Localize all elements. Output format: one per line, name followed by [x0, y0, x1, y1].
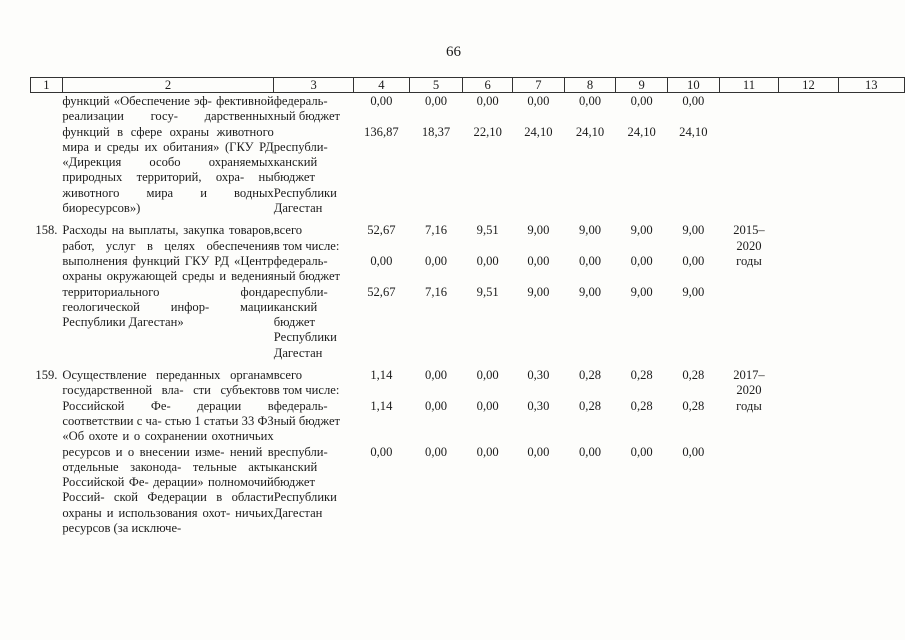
empty-cell: [838, 93, 904, 217]
rep-value: 9,00: [630, 284, 653, 299]
header-cell: 6: [463, 78, 513, 93]
rep-value: 0,00: [682, 444, 705, 459]
rep-value: 0,00: [425, 444, 448, 459]
row-number: [31, 93, 63, 217]
source-line: Республики: [273, 330, 337, 345]
total-value: 9,00: [630, 223, 653, 238]
value-gap: [409, 414, 463, 429]
value-gap: [564, 414, 616, 429]
total-value: 7,16: [425, 223, 448, 238]
rep-value: 9,00: [527, 284, 550, 299]
fed-value: 0,28: [682, 398, 705, 413]
source-line: республи-: [273, 139, 328, 154]
fed-value: 0,00: [476, 398, 499, 413]
table-row: [31, 93, 905, 217]
empty-cell: [779, 216, 838, 361]
rep-value: 7,16: [425, 284, 448, 299]
fed-value: 0,28: [630, 398, 653, 413]
funding-source: [274, 361, 354, 536]
total-value: 9,00: [527, 223, 550, 238]
description-line: и о сохранении охотничьих: [122, 429, 274, 444]
value-gap: [668, 269, 720, 284]
total-value: 1,14: [370, 368, 393, 383]
rep-value: 24,10: [679, 124, 708, 139]
fed-value: 0,00: [476, 253, 499, 268]
source-line: республи-: [273, 444, 328, 459]
description-line: охраны окружающей среды и: [62, 269, 227, 284]
value-gap: [616, 414, 668, 429]
table-row: [31, 216, 905, 361]
value-gap: [409, 269, 463, 284]
rep-value: 0,00: [527, 444, 550, 459]
value-gap: [409, 239, 463, 254]
row-number-text: 158.: [35, 223, 58, 238]
source-line: всего: [273, 368, 303, 383]
total-value: 0,00: [425, 368, 448, 383]
header-cell: 10: [668, 78, 720, 93]
value-gap: [668, 383, 720, 398]
total-value: 9,00: [682, 223, 705, 238]
source-line: бюджет: [273, 170, 315, 185]
value-gap: [463, 269, 513, 284]
header-cell: 4: [354, 78, 410, 93]
value-gap: [409, 383, 463, 398]
source-line: бюджет: [273, 475, 315, 490]
value-cell: [616, 216, 668, 361]
fed-value: 0,00: [370, 94, 393, 108]
source-gap: [274, 125, 354, 140]
description-line: ской Федерации в области: [113, 490, 274, 505]
value-cell: [513, 361, 565, 536]
period-line: годы: [736, 398, 762, 413]
description-line: ресурсов и о внесении изме-: [62, 444, 225, 459]
header-cell: 2: [62, 78, 273, 93]
period-line: 2015–: [733, 223, 765, 238]
value-gap: [513, 109, 565, 124]
source-line: республи-: [273, 284, 328, 299]
value-gap: [616, 109, 668, 124]
source-line: Республики: [273, 490, 337, 505]
description-line: стью 1 статьи 33 ФЗ «Об охоте: [62, 413, 274, 444]
empty-cell: [779, 361, 838, 536]
value-gap: [668, 429, 720, 444]
fed-value: 0,00: [630, 94, 653, 108]
value-cell: [409, 93, 463, 217]
value-cell: [409, 216, 463, 361]
description-line: охраны и использования охот-: [62, 505, 231, 520]
description-line: среды их обитания» (ГКУ РД: [106, 139, 274, 154]
source-line: канский: [273, 459, 318, 474]
value-gap: [616, 269, 668, 284]
rep-value: 0,00: [630, 444, 653, 459]
page-number: 66: [446, 44, 461, 60]
source-line: ный бюджет: [273, 109, 341, 124]
table-row: [31, 361, 905, 536]
value-gap: [668, 239, 720, 254]
total-value: 0,30: [527, 368, 550, 383]
value-gap: [564, 239, 616, 254]
fed-value: 0,28: [579, 398, 602, 413]
value-cell: [354, 216, 410, 361]
value-gap: [463, 239, 513, 254]
rep-value: 9,00: [682, 284, 705, 299]
value-cell: [354, 93, 410, 217]
value-gap: [564, 429, 616, 444]
header-cell: 9: [616, 78, 668, 93]
value-cell: [668, 216, 720, 361]
source-line: в том числе:: [273, 238, 340, 253]
value-cell: [409, 361, 463, 536]
value-gap: [354, 383, 410, 398]
period-line: 2020: [736, 238, 762, 253]
source-line: ный бюджет: [273, 269, 341, 284]
source-line: Дагестан: [273, 345, 323, 360]
value-cell: [354, 361, 410, 536]
value-gap: [354, 269, 410, 284]
value-gap: [564, 109, 616, 124]
value-gap: [513, 414, 565, 429]
header-cell: 13: [838, 78, 904, 93]
period-line: 2020: [736, 383, 762, 398]
funding-source: [274, 93, 354, 217]
rep-value: 24,10: [524, 124, 553, 139]
row-description: [62, 216, 273, 361]
source-line: канский: [273, 155, 318, 170]
source-line: в том числе:: [273, 383, 340, 398]
empty-cell: [779, 93, 838, 217]
value-cell: [616, 93, 668, 217]
period-cell: [719, 216, 779, 361]
rep-value: 136,87: [364, 124, 399, 139]
header-cell: 3: [274, 78, 354, 93]
period-cell: [719, 361, 779, 536]
value-gap: [354, 109, 410, 124]
value-gap: [354, 239, 410, 254]
value-cell: [463, 216, 513, 361]
description-line: охраны животного мира и: [62, 124, 274, 154]
row-description: [62, 93, 273, 217]
value-gap: [354, 414, 410, 429]
rep-value: 0,00: [476, 444, 499, 459]
value-gap: [513, 269, 565, 284]
empty-cell: [838, 361, 904, 536]
row-description: [62, 361, 273, 536]
rep-value: 9,51: [476, 284, 499, 299]
empty-cell: [838, 216, 904, 361]
value-cell: [616, 361, 668, 536]
header-cell: 12: [779, 78, 838, 93]
description-line: биоресурсов»): [62, 201, 141, 216]
row-number: [31, 216, 63, 361]
description-line: природных территорий, охра-: [62, 170, 245, 185]
value-gap: [513, 429, 565, 444]
fed-value: 0,00: [527, 253, 550, 268]
rep-value: 24,10: [575, 124, 605, 139]
value-gap: [616, 239, 668, 254]
fed-value: 0,00: [682, 253, 705, 268]
value-gap: [513, 239, 565, 254]
row-number-text: 159.: [35, 368, 58, 383]
period-line: годы: [736, 253, 762, 268]
fed-value: 0,00: [425, 253, 448, 268]
header-cell: 11: [719, 78, 779, 93]
value-gap: [354, 429, 410, 444]
total-value: 0,28: [630, 368, 653, 383]
fed-value: 0,30: [527, 398, 550, 413]
fed-value: 0,00: [527, 94, 550, 108]
fed-value: 1,14: [370, 398, 393, 413]
total-value: 52,67: [367, 223, 396, 238]
description-line: фонда геологической инфор-: [62, 284, 274, 314]
value-gap: [668, 109, 720, 124]
total-value: 9,00: [579, 223, 602, 238]
source-line: бюджет: [273, 315, 315, 330]
fed-value: 0,00: [630, 253, 653, 268]
source-line: Республики: [273, 185, 337, 200]
source-line: Дагестан: [273, 201, 323, 216]
description-line: мации Республики Дагестан»: [62, 299, 274, 330]
value-gap: [463, 109, 513, 124]
description-line: Расходы на выплаты, закупка: [62, 223, 225, 238]
fed-value: 0,00: [682, 94, 705, 108]
value-gap: [668, 414, 720, 429]
description-line: дерации в соответствии с ча-: [62, 398, 274, 428]
source-line: ный бюджет: [273, 413, 341, 428]
value-gap: [616, 429, 668, 444]
source-line: федераль-: [273, 94, 328, 108]
value-gap: [409, 429, 463, 444]
rep-value: 0,00: [579, 444, 602, 459]
source-line: федераль-: [273, 253, 328, 268]
fed-value: 0,00: [476, 94, 499, 108]
value-gap: [564, 383, 616, 398]
period-line: 2017–: [733, 368, 765, 383]
fed-value: 0,00: [370, 253, 393, 268]
fed-value: 0,00: [579, 94, 602, 108]
description-line: ничьих ресурсов (за исключе-: [62, 505, 274, 536]
source-line: Дагестан: [273, 505, 323, 520]
source-gap: [274, 429, 354, 444]
rep-value: 52,67: [367, 284, 396, 299]
source-line: канский: [273, 299, 318, 314]
value-cell: [463, 93, 513, 217]
value-cell: [564, 93, 616, 217]
total-value: 0,00: [476, 368, 499, 383]
value-cell: [564, 216, 616, 361]
budget-table: [30, 77, 905, 536]
value-gap: [616, 383, 668, 398]
header-cell: 1: [31, 78, 63, 93]
rep-value: 9,00: [579, 284, 602, 299]
description-line: органам государственной вла-: [62, 368, 274, 398]
description-line: дарственных функций в сфере: [62, 109, 274, 139]
fed-value: 0,00: [425, 398, 448, 413]
description-line: ны животного мира и водных: [62, 170, 274, 200]
row-number: [31, 361, 63, 536]
value-cell: [513, 216, 565, 361]
total-value: 0,28: [579, 368, 602, 383]
value-gap: [513, 383, 565, 398]
header-cell: 7: [513, 78, 565, 93]
value-gap: [463, 383, 513, 398]
description-line: «Дирекция особо охраняемых: [62, 155, 274, 170]
description-line: нений в отдельные законода-: [62, 444, 274, 474]
rep-value: 24,10: [627, 124, 656, 139]
description-line: функций «Обеспечение эф-: [62, 94, 212, 108]
header-cell: 5: [409, 78, 463, 93]
column-number-header: [31, 78, 905, 93]
value-cell: [668, 361, 720, 536]
total-value: 0,28: [682, 368, 705, 383]
description-line: функций ГКУ РД «Центр: [132, 253, 274, 268]
description-line: Осуществление переданных: [62, 368, 221, 383]
fed-value: 0,00: [425, 94, 448, 108]
description-line: ведения территориального: [62, 269, 274, 299]
value-gap: [463, 429, 513, 444]
value-cell: [463, 361, 513, 536]
description-line: тельные акты Российской Фе-: [62, 459, 274, 490]
source-line: федераль-: [273, 398, 328, 413]
description-line: дерации» полномочий Россий-: [62, 475, 274, 505]
total-value: 9,51: [476, 223, 499, 238]
rep-value: 0,00: [370, 444, 393, 459]
value-gap: [409, 109, 463, 124]
fed-value: 0,00: [579, 253, 602, 268]
funding-source: [274, 216, 354, 361]
value-cell: [668, 93, 720, 217]
value-cell: [513, 93, 565, 217]
period-cell: [719, 93, 779, 217]
description-line: сти субъектов Российской Фе-: [62, 383, 274, 413]
value-gap: [463, 414, 513, 429]
rep-value: 18,37: [421, 124, 451, 139]
rep-value: 22,10: [473, 124, 502, 139]
source-line: всего: [273, 223, 303, 238]
description-line: фективной реализации госу-: [62, 94, 274, 124]
description-line: товаров, работ, услуг в целях: [62, 223, 274, 253]
header-cell: 8: [564, 78, 616, 93]
description-line: обеспечения выполнения: [62, 238, 274, 268]
value-cell: [564, 361, 616, 536]
value-gap: [564, 269, 616, 284]
